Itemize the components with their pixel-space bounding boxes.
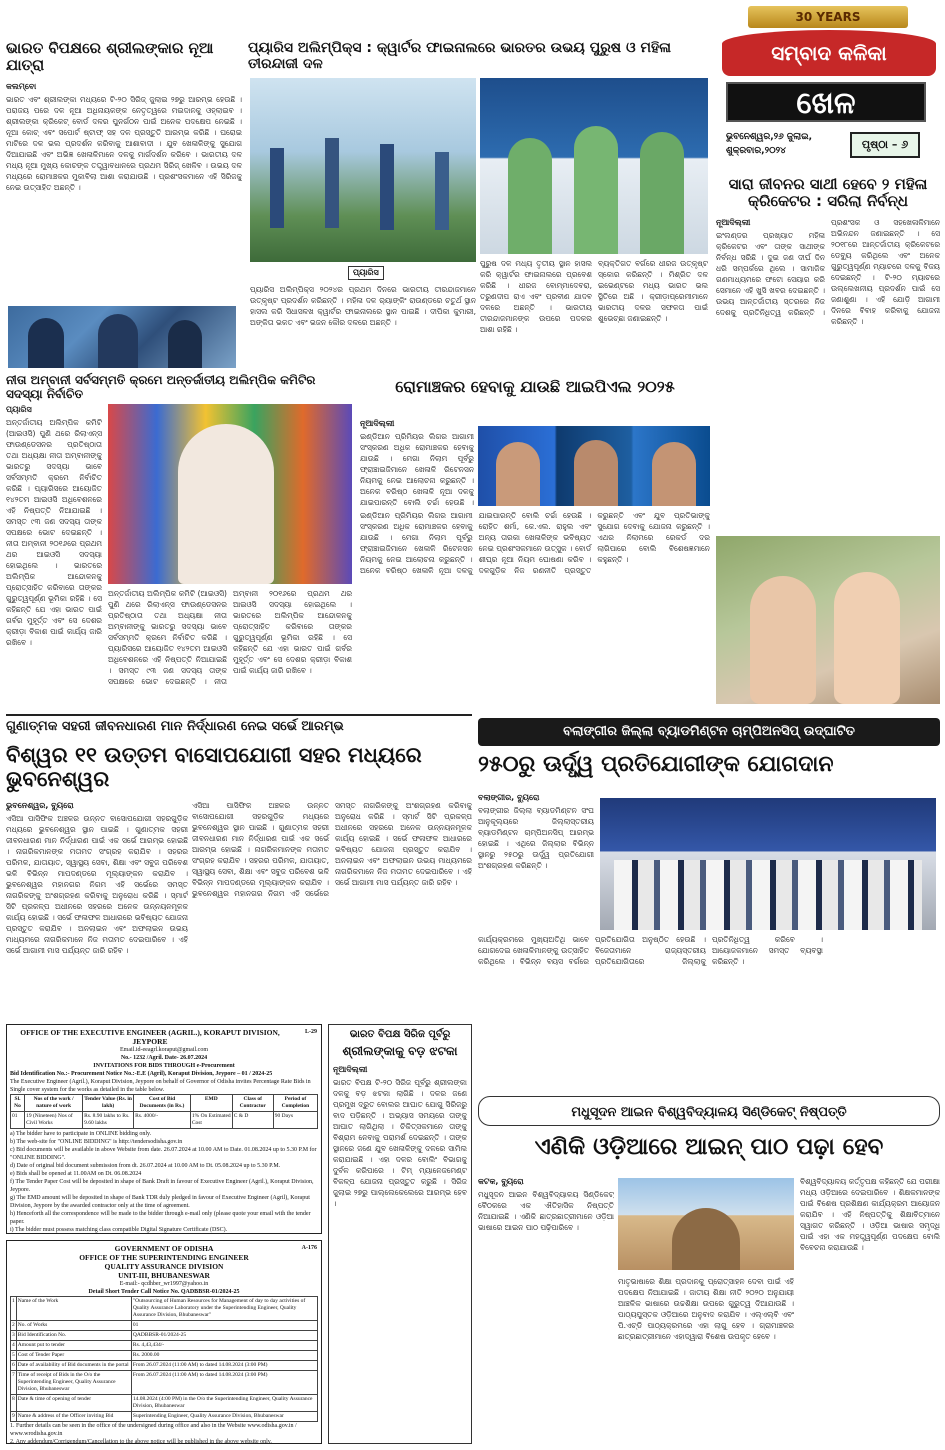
ad-table-header (11, 1095, 318, 1112)
story-dateline: କଲମ୍ବୋ (6, 81, 37, 91)
story-body-col2 (108, 588, 352, 708)
story-dateline: କଟକ, ବ୍ୟୁରୋ (478, 1177, 524, 1186)
ad-title: Detail Short Tender Call Notice No. QADBBSR-01/2024-25 (88, 1289, 240, 1295)
page-number-badge (850, 132, 920, 158)
story-body-text: ଅନ୍ତର୍ଜାତୀୟ ଅଲିମ୍ପିକ କମିଟି (ଆଇଓସି) ପୁଣି ଥରେ ରିଲାଏନ୍ସ ଫାଉଣ୍ଡେସନର ପ୍ରତିଷ୍ଠାତା ତଥା ଅଧ୍ୟକ୍ଷା ନୀତା ଅମ୍ବାନୀଙ୍କୁ ଭାରତରୁ ସଦସ୍ୟା ଭାବେ ସର୍ବସମ୍ମତି କ୍ରମେ ନିର୍ବାଚିତ କରିଛି । ପ୍ୟାରିସରେ ଆୟୋଜିତ ୧୪୨ତମ ଆଇଓସି ଅଧିବେଶନରେ ଏହି ନିଷ୍ପତ୍ତି ନିଆଯାଇଛି । ସମସ୍ତ ୯୩ ଜଣ ସଦସ୍ୟ ତାଙ୍କ ସପକ୍ଷରେ ଭୋଟ ଦେଇଛନ୍ତି । ନୀତା ଅମ୍ବାନୀ ୨୦୧୬ରେ ପ୍ରଥମ ଥର ଆଇଓସି ସଦସ୍ୟା ହୋଇଥିଲେ । ଭାରତରେ ଅଲିମ୍ପିକ ଆନ୍ଦୋଳନକୁ ପ୍ରୋତ୍ସାହିତ କରିବାରେ ତାଙ୍କର ଗୁରୁତ୍ୱପୂର୍ଣ୍ଣ ଭୂମିକା ରହିଛି । ସେ କହିଛନ୍ତି ଯେ ଏହା ଭାରତ ପାଇଁ ଗର୍ବର ମୁହୂର୍ତ୍ତ ଏବଂ ସେ ଦେଶର କ୍ରୀଡ଼ା ବିକାଶ ପାଇଁ କାର୍ଯ୍ୟ ଜାରି ରଖିବେ । (108, 589, 352, 686)
ad-table-cell: QADBBSR-01/2024-25 (131, 1331, 317, 1341)
photo-group (614, 860, 922, 930)
ad-table-cell: Name & address of the Officer inviting Bid (16, 1412, 131, 1422)
ad-org: GOVERNMENT OF ODISHA (114, 1244, 214, 1253)
ad-table-cell: Cost of Tender Paper (16, 1351, 131, 1361)
ad-table-header-cell: EMD (190, 1095, 232, 1112)
story-body-text: ଇଣ୍ଡିଆନ ପ୍ରିମିୟର ଲିଗର ଆଗାମୀ ସଂସ୍କରଣ ଅଧିକ ରୋମାଞ୍ଚକର ହେବାକୁ ଯାଉଛି । ମେଗା ନିଲାମ ପୂର୍ବରୁ ଫ୍ରାଞ୍ଚାଇଜିମାନେ ଖେଳାଳି ରିଟେନସନ ନିୟମକୁ ନେଇ ଆଲୋଚନା କରୁଛନ୍ତି । ଅନେକ ବରିଷ୍ଠ ଖେଳାଳି ନୂଆ ଦଳକୁ ଯାଇପାରନ୍ତି ବୋଲି ଚର୍ଚ୍ଚା ହେଉଛି । (360, 432, 474, 506)
page-number: ପୃଷ୍ଠା – ୬ (861, 138, 909, 151)
ad-table-cell: 1% On Estimated Cost (190, 1112, 232, 1129)
story-body-col2 (618, 1276, 794, 1442)
photo-person (834, 572, 900, 704)
story-body-text: ଇଣ୍ଡିଆନ ପ୍ରିମିୟର ଲିଗର ଆଗାମୀ ସଂସ୍କରଣ ଅଧିକ ରୋମାଞ୍ଚକର ହେବାକୁ ଯାଉଛି । ମେଗା ନିଲାମ ପୂର୍ବରୁ ଫ୍ରାଞ୍ଚାଇଜିମାନେ ଖେଳାଳି ରିଟେନସନ ନିୟମକୁ ନେଇ ଆଲୋଚନା କରୁଛନ୍ତି । ଅନେକ ବରିଷ୍ଠ ଖେଳାଳି ନୂଆ ଦଳକୁ ଯାଇପାରନ୍ତି ବୋଲି ଚର୍ଚ୍ଚା ହେଉଛି । ରୋହିତ ଶର୍ମା, କେ.ଏଲ. ରାହୁଲ ଏବଂ ଅନ୍ୟ ତାରକା ଖେଳାଳିଙ୍କ ଭବିଷ୍ୟତ ନେଇ ପ୍ରଶଂସକମାନେ ଉତ୍ସୁକ । ବୋର୍ଡ ଶୀଘ୍ର ନୂଆ ନିୟମ ଘୋଷଣା କରିବ । ଦଳଗୁଡ଼ିକ ନିଜ ରଣନୀତି ପ୍ରସ୍ତୁତ କରୁଛନ୍ତି ଏବଂ ଯୁବ ପ୍ରତିଭାଙ୍କୁ ସୁଯୋଗ ଦେବାକୁ ଯୋଜନା କରୁଛନ୍ତି । ଏଥର ନିଲାମରେ ରେକର୍ଡ ଦର ଲାଗିପାରେ ବୋଲି ବିଶେଷଜ୍ଞମାନେ କହୁଛନ୍ତି । (360, 511, 710, 575)
ad-table-header-cell: Cost of Bid Documents (in Rs.) (134, 1095, 191, 1112)
story-headline: ୨୫୦ରୁ ଊର୍ଦ୍ଧ୍ୱ ପ୍ରତିଯୋଗୀଙ୍କ ଯୋଗଦାନ (478, 752, 834, 777)
story-body-cols (478, 934, 940, 1090)
photo-cricket-team (8, 306, 236, 368)
photo-caption: ପ୍ୟାରିସ (348, 266, 384, 280)
photo-archer (325, 138, 339, 228)
ad-table-cell: From 26.07.2024 (11:00 AM) to dated 14.08.2024 (3:00 PM) (131, 1371, 317, 1395)
story-body-text: କାର୍ଯ୍ୟକ୍ରମରେ ମୁଖ୍ୟଅତିଥି ଭାବେ ଯୋଗଦେଇ ଖେଳାଳିମାନଙ୍କୁ ଉତ୍ସାହିତ କରିଥିଲେ । ବିଭିନ୍ନ ବୟସ ବର୍ଗରେ ପ୍ରତିଯୋଗିତା ଅନୁଷ୍ଠିତ ହେଉଛି । ବିଜେତାମାନେ ରାଜ୍ୟସ୍ତରୀୟ ପ୍ରତିଯୋଗିତାରେ ଜିଲ୍ଲାକୁ ପ୍ରତିନିଧିତ୍ୱ କରିବେ । ଆୟୋଜକମାନେ ସମସ୍ତ ବ୍ୟବସ୍ଥା କରିଛନ୍ତି । (478, 935, 823, 966)
ad-table-header-cell: Nos of the work / nature of work (25, 1095, 83, 1112)
ad-table-header-cell: Period of Completion (273, 1095, 317, 1112)
story-headline: ବିଶ୍ୱର ୧୧ ଉତ୍ତମ ବାସୋପଯୋଗୀ ସହର ମଧ୍ୟରେ ଭୁବନେଶ୍ୱର (6, 742, 422, 792)
ad-note: c) Bid documents will be available in above Website from date. 26.07.2024 at 10.00 AM to Date. 01.08.2024 up to 5.30 P.M for "ONLINE BIDDING". (10, 1147, 317, 1161)
story-headline: ରୋମାଞ୍ଚକର ହେବାକୁ ଯାଉଛି ଆଇପିଏଲ ୨୦୨୫ (395, 377, 675, 396)
story-headline: ନୀତା ଅମ୍ବାନୀ ସର୍ବସମ୍ମତି କ୍ରମେ ଅନ୍ତର୍ଜାତୀୟ ଅଲିମ୍ପିକ କମିଟିର ସଦସ୍ୟା ନିର୍ବାଚିତ (6, 373, 316, 401)
anniversary-ribbon (748, 6, 908, 28)
ad-table-cell: 9 (11, 1412, 17, 1422)
story-body-text: ବିଶ୍ୱବିଦ୍ୟାଳୟ କର୍ତ୍ତୃପକ୍ଷ କହିଛନ୍ତି ଯେ ପରୀକ୍ଷା ମଧ୍ୟ ଓଡ଼ିଆରେ ଦେଇପାରିବେ । ଶିକ୍ଷକମାନଙ୍କ ପାଇଁ ବିଶେଷ ପ୍ରଶିକ୍ଷଣ କାର୍ଯ୍ୟକ୍ରମ ଆୟୋଜନ କରାଯିବ । ଏହି ନିଷ୍ପତ୍ତିକୁ ଶିକ୍ଷାବିତ୍‌ମାନେ ସ୍ୱାଗତ କରିଛନ୍ତି । ଓଡ଼ିଆ ଭାଷାର ସମୃଦ୍ଧି ପାଇଁ ଏହା ଏକ ମହତ୍ତ୍ୱପୂର୍ଣ୍ଣ ପଦକ୍ଷେପ ବୋଲି ବିବେଚନା କରାଯାଉଛି । (800, 1177, 940, 1252)
photo-archery-medalists (480, 78, 708, 254)
ad-table-row (11, 1351, 318, 1361)
story-body (716, 217, 940, 517)
ad-note: 1. Further details can be seen in the office of the undersigned during office and also in the Website www.odisha.gov.in / www.wrodisha.gov.in (10, 1423, 297, 1437)
story-body-col3 (800, 1176, 940, 1442)
section-title: ଖେଳ (796, 86, 856, 121)
divider (6, 714, 472, 716)
ad-table-row (11, 1412, 318, 1422)
ad-note: h) Henceforth all the correspondence will be made to the bidder through e-mail only (please quote your email with the tender paper. (10, 1211, 311, 1225)
story-kicker-banner (478, 718, 940, 746)
ad-table-header-cell: Tender Value (Rs. in lakh) (83, 1095, 134, 1112)
ad-table-row (11, 1321, 318, 1331)
story-headline: ସାରା ଜୀବନର ସାଥୀ ହେବେ ୨ ମହିଳା କ୍ରିକେଟର : ସରିଲା ନିର୍ବନ୍ଧ (728, 175, 928, 211)
story-kicker-box (478, 1096, 940, 1126)
story-body-text: ପ୍ୟାରିସ ଅଲିମ୍ପିକ୍ସ ୨୦୨୪ର ପ୍ରଥମ ଦିନରେ ଭାରତୀୟ ତୀରନ୍ଦାଜମାନେ ଉତ୍କୃଷ୍ଟ ପ୍ରଦର୍ଶନ କରିଛନ୍ତି । ମହିଳା ଦଳ ର‍୍ୟାଙ୍କିଂ ରାଉଣ୍ଡରେ ଚତୁର୍ଥ ସ୍ଥାନ ହାସଲ କରି ସିଧାସଳଖ କ୍ୱାର୍ଟର ଫାଇନାଲରେ ସ୍ଥାନ ପାଇଛି । ଦୀପିକା କୁମାରୀ, ଅଙ୍କିତା ଭକତ ଏବଂ ଭଜନ କୌର ଦଳରେ ଅଛନ୍ତି । (250, 285, 476, 327)
story-body-text: ଅନ୍ତର୍ଜାତୀୟ ଅଲିମ୍ପିକ କମିଟି (ଆଇଓସି) ପୁଣି ଥରେ ରିଲାଏନ୍ସ ଫାଉଣ୍ଡେସନର ପ୍ରତିଷ୍ଠାତା ତଥା ଅଧ୍ୟକ୍ଷା ନୀତା ଅମ୍ବାନୀଙ୍କୁ ଭାରତରୁ ସଦସ୍ୟା ଭାବେ ସର୍ବସମ୍ମତି କ୍ରମେ ନିର୍ବାଚିତ କରିଛି । ପ୍ୟାରିସରେ ଆୟୋଜିତ ୧୪୨ତମ ଆଇଓସି ଅଧିବେଶନରେ ଏହି ନିଷ୍ପତ୍ତି ନିଆଯାଇଛି । ସମସ୍ତ ୯୩ ଜଣ ସଦସ୍ୟ ତାଙ୍କ ସପକ୍ଷରେ ଭୋଟ ଦେଇଛନ୍ତି । ନୀତା ଅମ୍ବାନୀ ୨୦୧୬ରେ ପ୍ରଥମ ଥର ଆଇଓସି ସଦସ୍ୟା ହୋଇଥିଲେ । ଭାରତରେ ଅଲିମ୍ପିକ ଆନ୍ଦୋଳନକୁ ପ୍ରୋତ୍ସାହିତ କରିବାରେ ତାଙ୍କର ଗୁରୁତ୍ୱପୂର୍ଣ୍ଣ ଭୂମିକା ରହିଛି । ସେ କହିଛନ୍ତି ଯେ ଏହା ଭାରତ ପାଇଁ ଗର୍ବର ମୁହୂର୍ତ୍ତ ଏବଂ ସେ ଦେଶର କ୍ରୀଡ଼ା ବିକାଶ ପାଇଁ କାର୍ଯ୍ୟ ଜାରି ରଖିବେ । (6, 418, 102, 647)
ad-table-header-cell: Class of Contractor (232, 1095, 273, 1112)
photo-archer (435, 152, 449, 230)
story-dateline: ବଲାଙ୍ଗୀର, ବ୍ୟୁରୋ (478, 793, 540, 802)
ad-table-cell: 5 (11, 1351, 17, 1361)
story-srilanka-squad (6, 40, 242, 306)
ad-note: 2. Any addendum/Corrigendum/Cancellation to the above notice will be published in the above website only. (10, 1439, 272, 1444)
story-dateline: ନୂଆଦିଲ୍ଲୀ (360, 419, 395, 428)
ad-table-row (11, 1371, 318, 1395)
story-body (333, 1064, 467, 1416)
story-body-text: ଇଂଲଣ୍ଡର ପ୍ରଖ୍ୟାତ ମହିଳା କ୍ରିକେଟର ଏବଂ ତାଙ୍କ ସାଥୀଙ୍କ ନିର୍ବନ୍ଧ ସରିଛି । ଦୁଇ ଜଣ ଦୀର୍ଘ ଦିନ ଧରି ସମ୍ପର୍କରେ ଥିଲେ । ସାମାଜିକ ଗଣମାଧ୍ୟମରେ ଫଟୋ ସେୟାର କରି ସେମାନେ ଏହି ଖୁସି ଖବର ଦେଇଛନ୍ତି । ଉଭୟ ଆନ୍ତର୍ଜାତୀୟ ସ୍ତରରେ ନିଜ ଦେଶକୁ ପ୍ରତିନିଧିତ୍ୱ କରିଛନ୍ତି । ପ୍ରଶଂସକ ଓ ସହଖେଳାଳିମାନେ ଅଭିନନ୍ଦନ ଜଣାଇଛନ୍ତି । ସେ ୨୦୧୮ରେ ଆନ୍ତର୍ଜାତୀୟ କ୍ରିକେଟରେ ଡେବ୍ୟୁ କରିଥିଲେ ଏବଂ ଅନେକ ଗୁରୁତ୍ୱପୂର୍ଣ୍ଣ ମ୍ୟାଚରେ ଦଳକୁ ବିଜୟ ଦେଇଛନ୍ତି । ଟି-୨୦ ମ୍ୟାଚରେ ଉଲ୍ଲେଖନୀୟ ପ୍ରଦର୍ଶନ ପାଇଁ ସେ ଜଣାଶୁଣା । ଏହି ଯୋଡ଼ି ଆଗାମୀ ଦିନରେ ବିବାହ କରିବାକୁ ଯୋଜନା କରିଛନ୍ତି । (716, 217, 940, 326)
brand-banner (722, 30, 936, 76)
ad-table-cell: 6 (11, 1361, 17, 1371)
photo-player (496, 442, 540, 506)
ad-title: INVITATIONS FOR BIDS THROUGH e-Procurement (93, 1063, 235, 1069)
story-body (6, 800, 188, 1016)
story-body-text: ମାତୃଭାଷାରେ ଶିକ୍ଷା ପ୍ରଦାନକୁ ପ୍ରୋତ୍ସାହନ ଦେବା ପାଇଁ ଏହି ପଦକ୍ଷେପ ନିଆଯାଇଛି । ଜାତୀୟ ଶିକ୍ଷା ନୀତି ୨୦୨୦ ଅନୁଯାୟୀ ଆଞ୍ଚଳିକ ଭାଷାରେ ଉଚ୍ଚଶିକ୍ଷା ଉପରେ ଗୁରୁତ୍ୱ ଦିଆଯାଉଛି । ପାଠ୍ୟପୁସ୍ତକ ଓଡ଼ିଆରେ ଅନୁବାଦ କରାଯିବ । ଏଲ୍‌ଏଲ୍‌ବି ଏବଂ ପି.ଏଚ୍‌ଡି ପାଠ୍ୟକ୍ରମରେ ଏହା ଲାଗୁ ହେବ । ଗ୍ରାମାଞ୍ଚଳର ଛାତ୍ରଛାତ୍ରୀମାନେ ଏହାଦ୍ୱାରା ବିଶେଷ ଉପକୃତ ହେବେ । (618, 1277, 794, 1341)
story-body-col3 (598, 258, 708, 370)
story-body-cols (360, 510, 710, 708)
ad-note: a) The bidder have to participate in ONLINE bidding only. (10, 1131, 152, 1137)
ad-table-cell: 1 (11, 1297, 17, 1321)
ad-table (10, 1296, 318, 1422)
ad-org: OFFICE OF THE SUPERINTENDING ENGINEER (79, 1253, 249, 1262)
date-text: ଭୁବନେଶ୍ୱର,୨୬ ଜୁଲାଇ, (726, 132, 813, 142)
ad-table-cell: 19 (Nineteen) Nos of Civil Works (25, 1112, 83, 1129)
story-body-text: ଏସିଆ ପାସିଫିକ ଅଞ୍ଚଳର ଉନ୍ନତ ବାସୋପଯୋଗୀ ସହରଗୁଡ଼ିକ ମଧ୍ୟରେ ଭୁବନେଶ୍ୱର ସ୍ଥାନ ପାଇଛି । ଗୁଣାତ୍ମକ ସହରୀ ଜୀବନଧାରଣ ମାନ ନିର୍ଦ୍ଧାରଣ ପାଇଁ ଏକ ସର୍ଭେ ଆରମ୍ଭ ହୋଇଛି । ନାଗରିକମାନଙ୍କ ମତାମତ ସଂଗ୍ରହ କରାଯିବ । ସହରର ପରିମଳ, ଯାତାୟାତ, ସ୍ୱାସ୍ଥ୍ୟ ସେବା, ଶିକ୍ଷା ଏବଂ ସବୁଜ ପରିବେଶ ଭଳି ବିଭିନ୍ନ ମାପଦଣ୍ଡରେ ମୂଲ୍ୟାଙ୍କନ କରାଯିବ । ଭୁବନେଶ୍ୱର ମହାନଗର ନିଗମ ଏହି ସର୍ଭେରେ ସମସ୍ତ ନାଗରିକଙ୍କୁ ଅଂଶଗ୍ରହଣ କରିବାକୁ ଅନୁରୋଧ କରିଛି । ସ୍ମାର୍ଟ ସିଟି ପ୍ରକଳ୍ପ ଅଧୀନରେ ସହରରେ ଅନେକ ଉନ୍ନୟନମୂଳକ କାର୍ଯ୍ୟ ହୋଇଛି । ସର୍ଭେ ଫଳାଫଳ ଆଧାରରେ ଭବିଷ୍ୟତ ଯୋଜନା ପ୍ରସ୍ତୁତ କରାଯିବ । ଅନଲାଇନ ଏବଂ ଅଫଲାଇନ ଉଭୟ ମାଧ୍ୟମରେ ନାଗରିକମାନେ ନିଜ ମତାମତ ଦେଇପାରିବେ । ଏହି ସର୍ଭେ ଆଗାମୀ ମାସ ପର୍ଯ୍ୟନ୍ତ ଜାରି ରହିବ । (192, 801, 472, 898)
photo-figure (28, 318, 64, 368)
ad-table-cell: 01 (11, 1112, 25, 1129)
photo-person (750, 576, 816, 704)
ad-note: d) Date of original bid document submission from dt. 26.07.2024 at 10.00 AM to Dt. 05.08.2024 up to 5.30 P.M. (10, 1163, 281, 1169)
ad-table-cell: Name of the Work (16, 1297, 131, 1321)
ad-table-cell: 7 (11, 1371, 17, 1395)
story-headline: ଶ୍ରୀଲଙ୍କାକୁ ବଡ଼ ଝଟକା (342, 1043, 458, 1058)
photo-archer (270, 148, 284, 228)
story-headline: ଭାରତ ବିପକ୍ଷରେ ଶ୍ରୀଲଙ୍କାର ନୂଆ ଯାତ୍ରା (6, 39, 214, 75)
anniversary-text: 30 YEARS (795, 10, 861, 24)
story-body (6, 404, 102, 708)
ad-note: i) The bidder must possess matching class compatible Digital Signature Certificate (DSC). (10, 1227, 228, 1233)
photo-law-university (618, 1178, 794, 1270)
story-body-text: ବଲାଙ୍ଗୀର ଜିଲ୍ଲା ବ୍ୟାଡମିଣ୍ଟନ ସଂଘ ଆନୁକୂଲ୍ୟରେ ଜିଲ୍ଲାସ୍ତରୀୟ ବ୍ୟାଡମିଣ୍ଟନ ଚାମ୍ପିଅନସିପ୍ ଆରମ୍ଭ ହୋଇଛି । ଏଥିରେ ଜିଲ୍ଲାର ବିଭିନ୍ନ ସ୍ଥାନରୁ ୨୫୦ରୁ ଊର୍ଦ୍ଧ୍ୱ ପ୍ରତିଯୋଗୀ ଅଂଶଗ୍ରହଣ କରିଛନ୍ତି । (478, 806, 594, 870)
story-srilanka-setback (328, 1024, 472, 1444)
ad-email: Email.id-eeagrl.koraput@gmail.com (120, 1047, 208, 1053)
photo-nita-ambani (108, 404, 352, 584)
story-body-text: ମଧୁସୂଦନ ଆଇନ ବିଶ୍ୱବିଦ୍ୟାଳୟ ସିଣ୍ଡିକେଟ୍ ବୈଠକରେ ଏକ ଐତିହାସିକ ନିଷ୍ପତ୍ତି ନିଆଯାଇଛି । ଏଣିକି ଛାତ୍ରଛାତ୍ରୀମାନେ ଓଡ଼ିଆ ଭାଷାରେ ଆଇନ ପାଠ ପଢ଼ିପାରିବେ । (478, 1190, 614, 1232)
ad-table-cell: 90 Days (273, 1112, 317, 1129)
ad-table-cell: "Outsourcing of Human Resources for Management of day to day activities of Quality Assurance Laboratory under the Superintending Engineer, Quality Assurance Division, Bhubaneswar" (131, 1297, 317, 1321)
story-dateline: ନୂଆଦିଲ୍ଲୀ (333, 1065, 368, 1075)
ad-table-cell: Time of receipt of Bids in the O/o the Superintending Engineer, Quality Assurance Division, Bhubaneswar (16, 1371, 131, 1395)
ad-table-row (11, 1297, 318, 1321)
story-body (360, 418, 474, 506)
ad-table-cell: Superintending Engineer, Quality Assurance Division, Bhubaneswar (131, 1412, 317, 1422)
story-dateline: ପ୍ୟାରିସ (6, 405, 32, 414)
ad-page-no: A-176 (301, 1245, 317, 1251)
ad-table-cell: Date of availability of Bid documents in the portal (16, 1361, 131, 1371)
ad-table-cell: Rs. 8.90 lakhs to Rs. 9.60 lakhs (83, 1112, 134, 1129)
ad-note: e) Bids shall be opened at 11.00AM on Dt. 06.08.2024 (10, 1171, 142, 1177)
story-body-col2 (192, 800, 472, 1016)
story-headline: ଏଣିକି ଓଡ଼ିଆରେ ଆଇନ୍ ପାଠ ପଢ଼ା ହେବ (534, 1133, 884, 1160)
ad-table-row (11, 1395, 318, 1412)
ad-notes (10, 1130, 318, 1234)
ad-bid-id: Bid Identification No.:- Procurement Notice No.:-E.E (Agril), Koraput Division, Jeypore – 01 / 2024-25 (10, 1071, 273, 1077)
story-dateline: ଭୁବନେଶ୍ୱର, ବ୍ୟୁରୋ (6, 801, 74, 810)
ad-table-cell: Date & time of opening of tender (16, 1395, 131, 1412)
story-nita-ambani (6, 374, 354, 710)
tender-ad-koraput (6, 1024, 322, 1234)
ad-note: b) The web-site for "ONLINE BIDDING" is http://tendersodisha.gov.in (10, 1139, 183, 1145)
story-dateline: ନୂଆଦିଲ୍ଲୀ (716, 217, 751, 227)
ad-table-cell: Rs. 2000.00 (131, 1351, 317, 1361)
photo-player (652, 442, 696, 506)
story-body-text: ବ୍ୟକ୍ତିଗତ ବର୍ଗରେ ଧୀରଜ ଉତ୍କୃଷ୍ଟ ସ୍କୋର କରିଛନ୍ତି । ମିଶ୍ରିତ ଦଳ ଇଭେଣ୍ଟରେ ମଧ୍ୟ ଭାରତ ଭଲ ସ୍ଥିତିରେ ଅଛି । କ୍ରୀଡ଼ାପ୍ରେମୀମାନେ ଭାରତୀୟ ଦଳର ସଫଳତା ପାଇଁ ଶୁଭେଚ୍ଛା ଜଣାଇଛନ୍ତି । (598, 259, 708, 323)
ad-note: g) The EMD amount will be deposited in shape of Bank TDR duly pledged in favour of Executive Engineer (Agril), Koraput Division, Jeypore by the awarded contractor only at the time of agreement. (10, 1195, 310, 1209)
ad-table-cell: No. of Works (16, 1321, 131, 1331)
story-body (478, 1176, 614, 1442)
ad-page-no: L-29 (305, 1029, 317, 1035)
photo-athlete (640, 132, 684, 254)
photo-archer (380, 144, 394, 230)
ad-table-row (11, 1361, 318, 1371)
story-body (6, 81, 242, 287)
photo-player (574, 440, 618, 506)
ad-intro: The Executive Engineer (Agril.), Koraput Division, Jeypore on behalf of Governor of Odisha invites Percentage Rate Bids in Single cover system for the works as detailed in the table below. (10, 1079, 311, 1093)
dateline-box (726, 130, 850, 158)
day-text: ଶୁକ୍ରବାର,୨୦୨୪ (726, 146, 786, 156)
story-headline: ପ୍ୟାରିସ ଅଲିମ୍ପିକ୍ସ : କ୍ୱାର୍ଟର ଫାଇନାଲରେ ଭାରତର ଉଭୟ ପୁରୁଷ ଓ ମହିଳା ତୀରନ୍ଦାଜୀ ଦଳ (248, 40, 672, 73)
photo-figure (98, 314, 138, 368)
story-body-text: ଏସିଆ ପାସିଫିକ ଅଞ୍ଚଳର ଉନ୍ନତ ବାସୋପଯୋଗୀ ସହରଗୁଡ଼ିକ ମଧ୍ୟରେ ଭୁବନେଶ୍ୱର ସ୍ଥାନ ପାଇଛି । ଗୁଣାତ୍ମକ ସହରୀ ଜୀବନଧାରଣ ମାନ ନିର୍ଦ୍ଧାରଣ ପାଇଁ ଏକ ସର୍ଭେ ଆରମ୍ଭ ହୋଇଛି । ନାଗରିକମାନଙ୍କ ମତାମତ ସଂଗ୍ରହ କରାଯିବ । ସହରର ପରିମଳ, ଯାତାୟାତ, ସ୍ୱାସ୍ଥ୍ୟ ସେବା, ଶିକ୍ଷା ଏବଂ ସବୁଜ ପରିବେଶ ଭଳି ବିଭିନ୍ନ ମାପଦଣ୍ଡରେ ମୂଲ୍ୟାଙ୍କନ କରାଯିବ । ଭୁବନେଶ୍ୱର ମହାନଗର ନିଗମ ଏହି ସର୍ଭେରେ ସମସ୍ତ ନାଗରିକଙ୍କୁ ଅଂଶଗ୍ରହଣ କରିବାକୁ ଅନୁରୋଧ କରିଛି । ସ୍ମାର୍ଟ ସିଟି ପ୍ରକଳ୍ପ ଅଧୀନରେ ସହରରେ ଅନେକ ଉନ୍ନୟନମୂଳକ କାର୍ଯ୍ୟ ହୋଇଛି । ସର୍ଭେ ଫଳାଫଳ ଆଧାରରେ ଭବିଷ୍ୟତ ଯୋଜନା ପ୍ରସ୍ତୁତ କରାଯିବ । ଅନଲାଇନ ଏବଂ ଅଫଲାଇନ ଉଭୟ ମାଧ୍ୟମରେ ନାଗରିକମାନେ ନିଜ ମତାମତ ଦେଇପାରିବେ । ଏହି ସର୍ଭେ ଆଗାମୀ ମାସ ପର୍ଯ୍ୟନ୍ତ ଜାରି ରହିବ । (6, 814, 188, 955)
ad-email: E-mail:- qcdhber_wr1997@yahoo.in (119, 1281, 209, 1287)
ad-table-cell: 3 (11, 1331, 17, 1341)
story-bhubaneswar-liveable (6, 720, 472, 1020)
story-paris-archery (248, 40, 710, 374)
ad-table-header-cell: Sl. No (11, 1095, 25, 1112)
story-kicker: ବଲାଙ୍ଗୀର ଜିଲ୍ଲା ବ୍ୟାଡମିଣ୍ଟନ ଚାମ୍ପିଅନସିପ୍ ଉଦ୍‌ଘାଟିତ (563, 724, 855, 739)
ad-table-cell: C & D (232, 1112, 273, 1129)
story-kicker: ଭାରତ ବିପକ୍ଷ ସିରିଜ ପୂର୍ବରୁ (349, 1029, 451, 1040)
photo-person (178, 424, 274, 584)
ad-table-cell: Rs. 4000/- (134, 1112, 191, 1129)
photo-badminton-inauguration (600, 798, 936, 930)
ad-table-cell: 14.08.2024 (4:00 PM) in the O/o the Superintending Engineer, Quality Assurance Division, Bhubaneswar (131, 1395, 317, 1412)
photo-figure (168, 320, 202, 368)
ad-number-line: No.- 1232 /Agril. Date- 26.07.2024 (120, 1055, 208, 1061)
story-ipl-2025 (360, 378, 710, 710)
ad-table (10, 1094, 318, 1129)
ad-table-cell: 01 (131, 1321, 317, 1331)
photo-athlete (508, 138, 552, 254)
story-body-text: ଭାରତ ବିପକ୍ଷ ଟି-୨୦ ସିରିଜ ପୂର୍ବରୁ ଶ୍ରୀଲଙ୍କା ଦଳକୁ ବଡ଼ ଝଟକା ଲାଗିଛି । ଦଳର ଜଣେ ପ୍ରମୁଖ ଦ୍ରୁତ ବୋଲର ଆଘାତ ଯୋଗୁ ସିରିଜରୁ ବାଦ ପଡ଼ିଛନ୍ତି । ଅଭ୍ୟାସ ସମୟରେ ତାଙ୍କୁ ଆଘାତ ଲାଗିଥିଲା । ଚିକିତ୍ସକମାନେ ତାଙ୍କୁ ବିଶ୍ରାମ ନେବାକୁ ପରାମର୍ଶ ଦେଇଛନ୍ତି । ତାଙ୍କ ସ୍ଥାନରେ ଜଣେ ଯୁବ ଖେଳାଳିଙ୍କୁ ଦଳରେ ସାମିଲ କରାଯାଇଛି । ଏହା ଦଳର ବୋଲିଂ ବିଭାଗକୁ ଦୁର୍ବଳ କରିପାରେ । ଟିମ୍ ମ୍ୟାନେଜମେଣ୍ଟ ବିକଳ୍ପ ଯୋଜନା ପ୍ରସ୍ତୁତ କରୁଛି । ସିରିଜ ଜୁଲାଇ ୨୭ରୁ ପାଲ୍ଲେକେଲେରେ ଆରମ୍ଭ ହେବ । (333, 1078, 467, 1209)
story-badminton (478, 752, 940, 1092)
story-kicker: ଗୁଣାତ୍ମକ ସହରୀ ଜୀବନଧାରଣ ମାନ ନିର୍ଦ୍ଧାରଣ ନେଇ ସର୍ଭେ ଆରମ୍ଭ (6, 719, 344, 734)
story-women-cricketers (716, 176, 940, 706)
ad-office: OFFICE OF THE EXECUTIVE ENGINEER (AGRIL.), KORAPUT DIVISION, JEYPORE (20, 1028, 280, 1046)
section-title-box (726, 82, 926, 122)
ad-table-row (11, 1331, 318, 1341)
photo-athlete (574, 126, 618, 254)
ad-org: UNIT-III, BHUBANESWAR (118, 1271, 210, 1280)
ad-table-cell: 8 (11, 1395, 17, 1412)
photo-gate (672, 1208, 740, 1270)
story-body-text: ପୁରୁଷ ଦଳ ମଧ୍ୟ ତୃତୀୟ ସ୍ଥାନ ହାସଲ କରି କ୍ୱାର୍ଟର ଫାଇନାଲରେ ପ୍ରବେଶ କରିଛି । ଧୀରଜ ବୋମ୍ମାଦେବରା, ତରୁଣଦୀପ ରାଏ ଏବଂ ପ୍ରବୀଣ ଯାଦବ ଦଳରେ ଅଛନ୍ତି । ଭାରତୀୟ ତୀରନ୍ଦାଜମାନଙ୍କ ଉପରେ ପଦକର ଆଶା ରହିଛି । (480, 259, 592, 334)
ad-table-cell: 4 (11, 1341, 17, 1351)
tender-ad-quality-assurance (6, 1240, 322, 1444)
ad-table-row (11, 1341, 318, 1351)
story-body-text: ଭାରତ ଏବଂ ଶ୍ରୀଲଙ୍କା ମଧ୍ୟରେ ଟି-୨୦ ସିରିଜ୍ ଜୁଲାଇ ୨୭ରୁ ଆରମ୍ଭ ହେଉଛି । ପରାଜୟ ପରେ ଦଳ ନୂଆ ଅଧିନାୟକଙ୍କ ନେତୃତ୍ୱରେ ମଇଦାନକୁ ଓହ୍ଲାଇବ । ଶ୍ରୀଲଙ୍କା କ୍ରିକେଟ୍ ବୋର୍ଡ ଦଳର ପୁନର୍ଗଠନ ପାଇଁ ଅନେକ ପଦକ୍ଷେପ ନେଇଛି । ନୂଆ କୋଚ୍ ଏବଂ ସପୋର୍ଟ ଷ୍ଟାଫ୍ ସହ ଦଳ ପ୍ରସ୍ତୁତି ଆରମ୍ଭ କରିଛି । ଘରୋଇ ମାଟିରେ ଦଳ ଭଲ ପ୍ରଦର୍ଶନ କରିବାକୁ ଆଶାବାଦୀ । ଯୁବ ଖେଳାଳିଙ୍କୁ ସୁଯୋଗ ଦିଆଯାଇଛି ଏବଂ ଅଭିଜ୍ଞ ଖେଳାଳିମାନେ ଦଳକୁ ମାର୍ଗଦର୍ଶନ କରିବେ । ଭାରତୀୟ ଦଳ ମଧ୍ୟ ନୂଆ ମୁଖ୍ୟ କୋଚଙ୍କ ତତ୍ତ୍ୱାବଧାନରେ ପ୍ରଥମ ସିରିଜ୍ ଖେଳିବ । ଉଭୟ ଦଳ ମଧ୍ୟରେ ରୋମାଞ୍ଚକର ମୁକାବିଲା ଆଶା କରାଯାଉଛି । ପ୍ରଶଂସକମାନେ ଏହି ସିରିଜକୁ ନେଇ ଉତ୍ସାହିତ ଅଛନ୍ତି । (6, 94, 242, 192)
ad-table-cell: Bid Identification No. (16, 1331, 131, 1341)
ad-table-row (11, 1112, 318, 1129)
ad-table-cell: 2 (11, 1321, 17, 1331)
brand-name: ସମ୍ବାଦ କଳିକା (771, 41, 887, 65)
ad-table-cell: From 26.07.2024 (11:00 AM) to dated 14.08.2024 (3:00 PM) (131, 1361, 317, 1371)
ad-table-cell: Amount put to tender (16, 1341, 131, 1351)
photo-archers-training (250, 78, 476, 262)
story-odia-law (478, 1096, 940, 1444)
ad-org: QUALITY ASSURANCE DIVISION (104, 1262, 224, 1271)
ad-note: f) The Tender Paper Cost will be deposited in shape of Bank Draft in favour of Executive Engineer (Agril.), Koraput Division, Jeypore. (10, 1179, 314, 1193)
story-body-col1 (250, 284, 476, 370)
story-kicker: ମଧୁସୂଦନ ଆଇନ ବିଶ୍ୱବିଦ୍ୟାଳୟ ସିଣ୍ଡିକେଟ୍ ନିଷ୍ପତ୍ତି (571, 1105, 847, 1120)
photo-ipl-players (478, 426, 710, 506)
story-body (478, 792, 594, 922)
story-body-col2 (480, 258, 592, 370)
masthead (718, 6, 940, 166)
ad-table-cell: Rs. 4,43,434/- (131, 1341, 317, 1351)
photo-cricketer-couple (716, 536, 940, 704)
